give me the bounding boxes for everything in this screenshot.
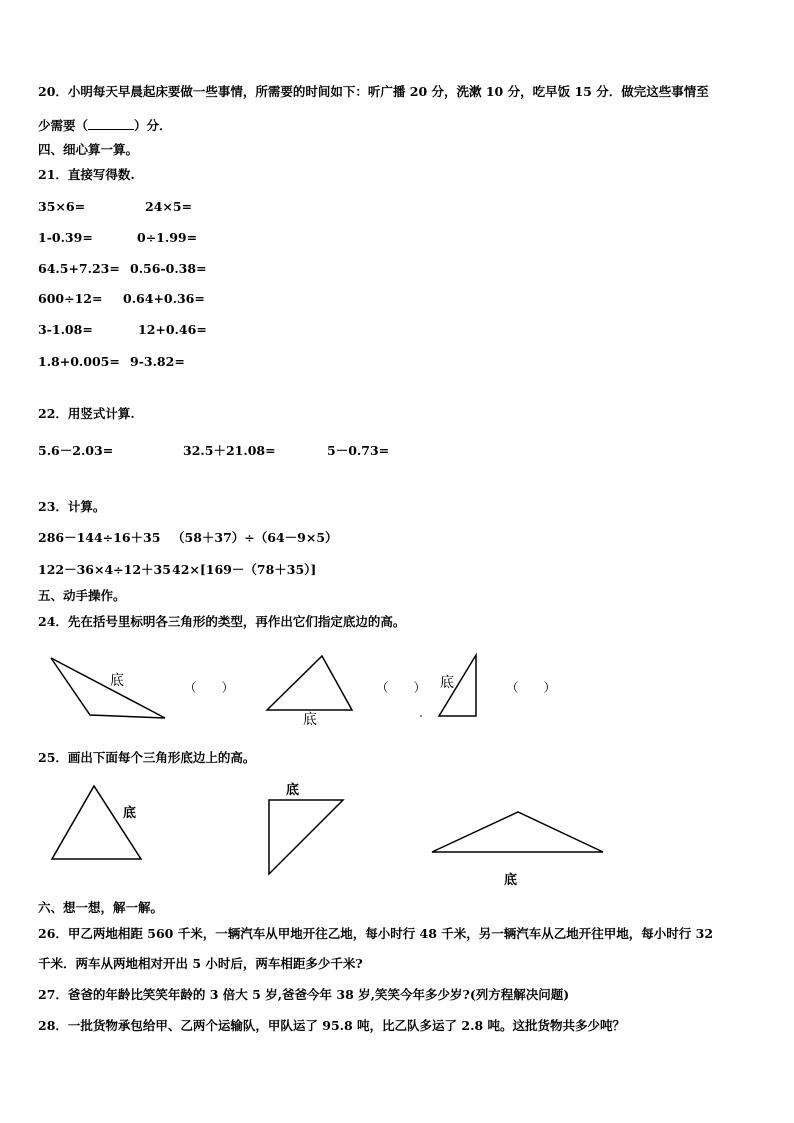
q22-item2: 32.5＋21.08= [183, 443, 276, 458]
q23-r2c1: 122－36×4÷12＋35 [38, 562, 171, 577]
q21-r4c1: 600÷12= [38, 291, 103, 306]
q23-r1c2: （58＋37）÷（64－9×5） [172, 530, 338, 545]
q20-line2-pre: 少需要（ [38, 118, 89, 133]
q21-r6c1: 1.8+0.005= [38, 354, 120, 369]
q23-title: 23．计算。 [38, 499, 106, 514]
section6-heading: 六、想一想，解一解。 [38, 900, 164, 915]
q21-r6c2: 9-3.82= [130, 354, 185, 369]
q26-line1: 26．甲乙两地相距 560 千米，一辆汽车从甲地开往乙地，每小时行 48 千米，另一辆汽车从乙地开往甲地，每小时行 32 [38, 926, 714, 941]
q21-title: 21．直接写得数. [38, 167, 135, 182]
q22-item1: 5.6－2.03= [38, 443, 114, 458]
q25-triangles [0, 770, 794, 890]
q21-r5c1: 3-1.08= [38, 322, 93, 337]
q25-triangle-3[interactable] [432, 812, 603, 852]
q22-title: 22．用竖式计算. [38, 406, 135, 421]
q20-answer-blank[interactable] [88, 117, 134, 130]
q24-bracket-2[interactable]: （ ） [376, 680, 427, 695]
q21-r4c2: 0.64+0.36= [123, 291, 205, 306]
q21-r2c1: 1-0.39= [38, 230, 93, 245]
q21-r3c2: 0.56-0.38= [130, 261, 207, 276]
q23-r1c1: 286－144÷16＋35 [38, 530, 161, 545]
q25-triangle-2[interactable] [269, 800, 343, 874]
q20-line2 [38, 117, 172, 134]
q24-base-label-2: 底 [303, 712, 317, 728]
section5-heading: 五、动手操作。 [38, 588, 126, 603]
q21-r5c2: 12+0.46= [138, 322, 207, 337]
q25-triangle-1[interactable] [52, 786, 141, 859]
q27-text: 27．爸爸的年龄比笑笑年龄的 3 倍大 5 岁,爸爸今年 38 岁,笑笑今年多少岁?(列方程解决问题) [38, 987, 570, 1002]
q22-item3: 5－0.73= [327, 443, 390, 458]
q21-r2c2: 0÷1.99= [137, 230, 198, 245]
q28-text: 28．一批货物承包给甲、乙两个运输队，甲队运了 95.8 吨，比乙队多运了 2.8 吨。这批货物共多少吨？ [38, 1018, 625, 1033]
q25-base-label-1: 底 [123, 806, 137, 821]
q24-triangle-2[interactable] [267, 656, 352, 710]
q21-r3c1: 64.5+7.23= [38, 261, 120, 276]
q25-base-label-3: 底 [504, 873, 518, 888]
q21-r1c1: 35×6= [38, 199, 86, 214]
q21-r1c2: 24×5= [145, 199, 193, 214]
q25-base-label-2: 底 [286, 783, 300, 798]
q20-line2-post: ）分． [134, 118, 172, 133]
q25-title: 25．画出下面每个三角形底边上的高。 [38, 750, 256, 765]
q24-bracket-1[interactable]: （ ） [184, 680, 235, 695]
q24-bracket-3[interactable]: （ ） [506, 680, 557, 695]
q24-base-label-1: 底 [110, 673, 124, 689]
q20-line1: 20．小明每天早晨起床要做一些事情，所需要的时间如下：听广播 20 分，洗漱 10 分，吃早饭 15 分．做完这些事情至 [38, 84, 709, 99]
section4-heading: 四、细心算一算。 [38, 142, 139, 157]
q24-dot [420, 715, 422, 717]
q24-triangle-1[interactable] [51, 658, 165, 718]
q23-r2c2: 42×[169－（78＋35）] [172, 562, 317, 577]
q24-title: 24．先在括号里标明各三角形的类型，再作出它们指定底边的高。 [38, 614, 406, 629]
q24-base-label-3: 底 [440, 675, 454, 691]
q26-line2: 千米．两车从两地相对开出 5 小时后，两车相距多少千米? [38, 956, 363, 971]
